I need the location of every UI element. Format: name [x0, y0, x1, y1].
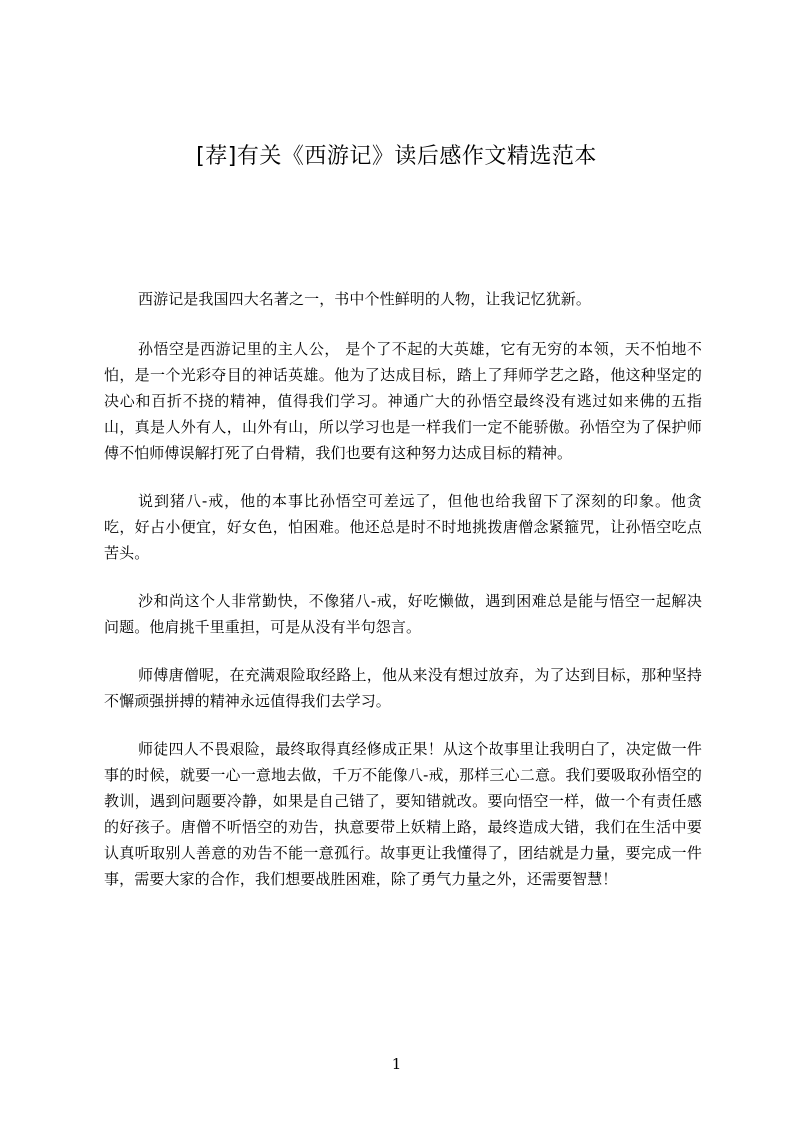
document-title: [荐]有关《西游记》读后感作文精选范本	[196, 144, 597, 169]
paragraph-sun-wukong: 孙悟空是西游记里的主人公， 是个了不起的大英雄，它有无穷的本领，天不怕地不怕，是一个光彩夺目的神话英雄。他为了达成目标，踏上了拜师学艺之路，他这种坚定的决心和百折不挠的精神，值得我们学习。神通广大的孙悟空最终没有逃过如来佛的五指山，真是人外有人，山外有山，所以学习也是一样我们一定不能骄傲。孙悟空为了保护师傅不怕师傅误解打死了白骨精，我们也要有这种努力达成目标的精神。	[104, 340, 702, 462]
document-body	[104, 286, 702, 914]
paragraph-zhu-bajie: 说到猪八-戒，他的本事比孙悟空可差远了，但他也给我留下了深刻的印象。他贪吃，好占小便宜，好女色，怕困难。他还总是时不时地挑拨唐僧念紧箍咒，让孙悟空吃点苦头。	[104, 492, 702, 562]
paragraph-tang-seng: 师傅唐僧呢，在充满艰险取经路上，他从来没有想过放弃，为了达到目标，那种坚持不懈顽强拼搏的精神永远值得我们去学习。	[104, 666, 702, 710]
page-number: 1	[391, 1055, 402, 1073]
paragraph-sha-heshang: 沙和尚这个人非常勤快，不像猪八-戒，好吃懒做，遇到困难总是能与悟空一起解决问题。他肩挑千里重担，可是从没有半句怨言。	[104, 592, 702, 636]
paragraph-conclusion: 师徒四人不畏艰险，最终取得真经修成正果！从这个故事里让我明白了，决定做一件事的时候，就要一心一意地去做，千万不能像八-戒，那样三心二意。我们要吸取孙悟空的教训，遇到问题要冷静，如果是自己错了，要知错就改。要向悟空一样，做一个有责任感的好孩子。唐僧不听悟空的劝告，执意要带上妖精上路，最终造成大错，我们在生活中要认真听取别人善意的劝告不能一意孤行。故事更让我懂得了，团结就是力量，要完成一件事，需要大家的合作，我们想要战胜困难，除了勇气力量之外，还需要智慧！	[104, 740, 702, 888]
paragraph-intro: 西游记是我国四大名著之一，书中个性鲜明的人物，让我记忆犹新。	[138, 290, 592, 308]
